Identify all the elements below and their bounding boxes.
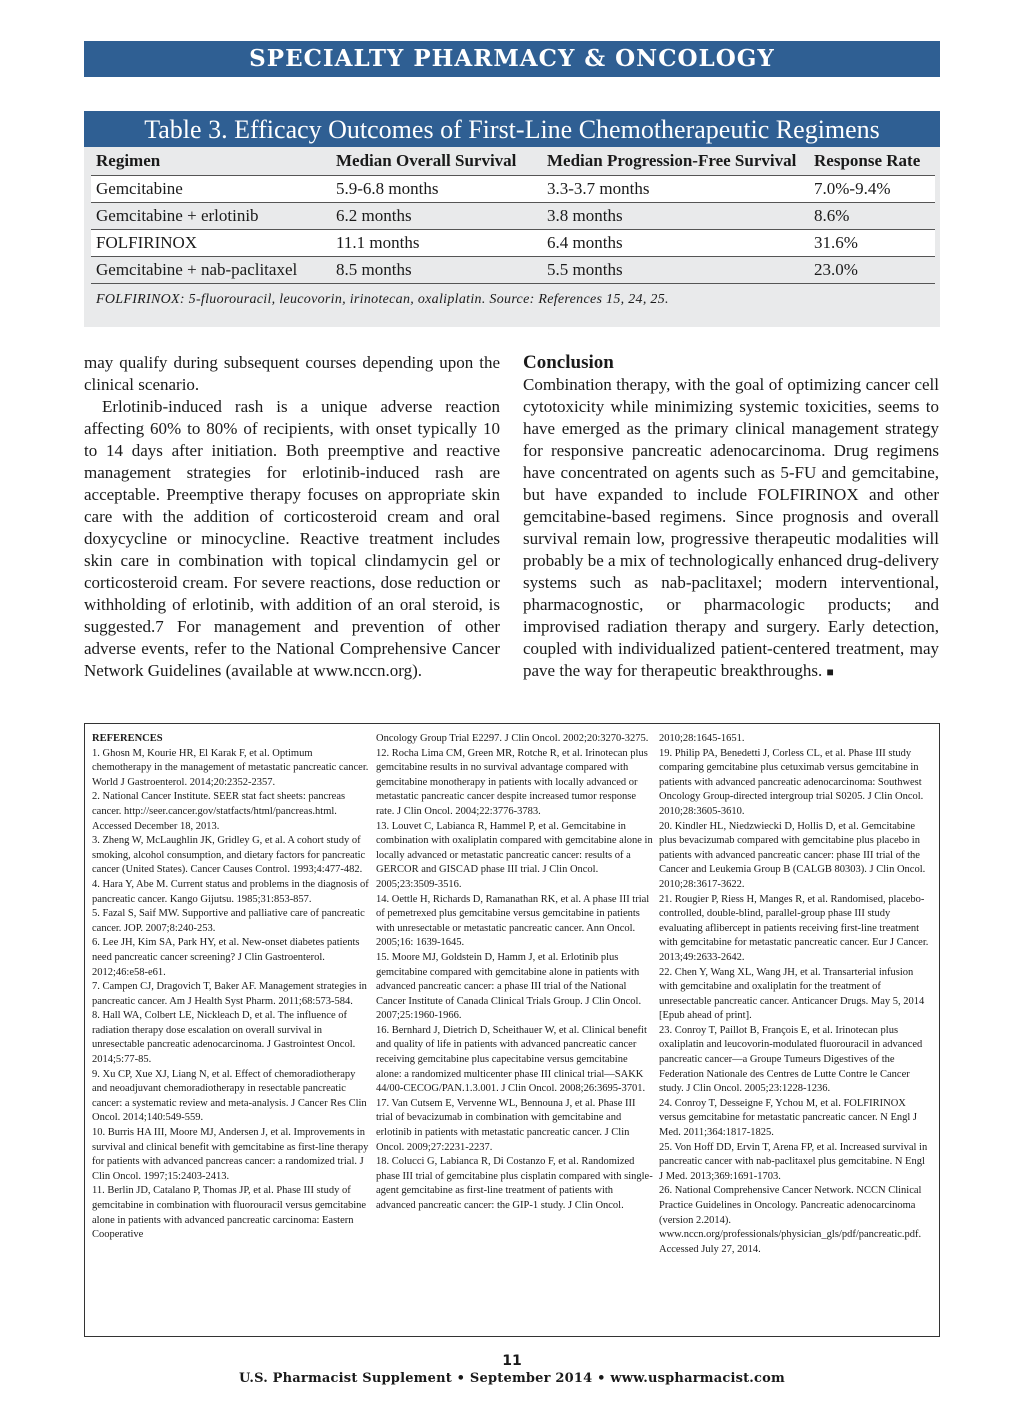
reference-entry: 24. Conroy T, Desseigne F, Ychou M, et al. FOLFIRINOX versus gemcitabine for metastatic pancreatic cancer. N Engl J Med. 2011;364:1817-1825. bbox=[659, 1097, 918, 1139]
page-number: 11 bbox=[502, 1353, 522, 1369]
reference-entry: 2010;28:1645-1651. bbox=[659, 733, 745, 744]
efficacy-table bbox=[91, 147, 935, 284]
table-row bbox=[91, 176, 935, 203]
references-column-1 bbox=[92, 732, 369, 1243]
references-column-3 bbox=[659, 732, 931, 1257]
efficacy-table-box bbox=[84, 111, 940, 327]
reference-entry: 2. National Cancer Institute. SEER stat fact sheets: pancreas cancer. http://seer.cancer.gov/statfacts/html/pancreas.html. Accessed December 18, 2013. bbox=[92, 791, 346, 832]
reference-entry: 12. Rocha Lima CM, Green MR, Rotche R, et al. Irinotecan plus gemcitabine results in no survival advantage compared with gemcitabine monotherapy in patients with locally advanced or metastatic pancreatic cancer despite increased tumor response rate. J Clin Oncol. 2004;22:3776-3783. bbox=[376, 747, 648, 817]
table-footnote: FOLFIRINOX: 5-fluorouracil, leucovorin, irinotecan, oxaliplatin. Source: References 15, 24, 25. bbox=[96, 292, 669, 307]
table-cell: 23.0% bbox=[809, 257, 935, 284]
table-header-cell: Median Progression-Free Survival bbox=[542, 147, 809, 176]
table-cell: 8.6% bbox=[809, 203, 935, 230]
reference-entry: 20. Kindler HL, Niedzwiecki D, Hollis D, et al. Gemcitabine plus bevacizumab compared with gemcitabine plus placebo in patients with advanced pancreatic cancer: phase III trial of the Cancer and Leukemia Group B (CALGB 80303). J Clin Oncol. 2010;28:3617-3622. bbox=[659, 820, 926, 890]
reference-entry: 9. Xu CP, Xue XJ, Liang N, et al. Effect of chemoradiotherapy and neoadjuvant chemoradiotherapy in resectable pancreatic cancer: a systematic review and meta-analysis. J Cancer Res Clin Oncol. 2014;140:549-559. bbox=[92, 1068, 367, 1124]
reference-entry: 11. Berlin JD, Catalano P, Thomas JP, et al. Phase III study of gemcitabine in combination with fluorouracil versus gemcitabine alone in patients with advanced pancreatic carcinoma: Eastern Cooperative bbox=[92, 1185, 367, 1241]
reference-entry: 7. Campen CJ, Dragovich T, Baker AF. Management strategies in pancreatic cancer. Am J Health Syst Pharm. 2011;68:573-584. bbox=[92, 981, 367, 1007]
reference-entry: 22. Chen Y, Wang XL, Wang JH, et al. Transarterial infusion with gemcitabine and oxaliplatin for the treatment of unresectable pancreatic cancer. Anticancer Drugs. May 5, 2014 [Epub ahead of print]. bbox=[659, 966, 925, 1022]
table-title: Table 3. Efficacy Outcomes of First-Line Chemotherapeutic Regimens bbox=[84, 111, 940, 147]
reference-entry: 18. Colucci G, Labianca R, Di Costanzo F, et al. Randomized phase III trial of gemcitabine plus cisplatin compared with single-agent gemcitabine as first-line treatment of patients with advanced pancreatic cancer: the GIP-1 study. J Clin Oncol. bbox=[376, 1156, 653, 1211]
reference-entry: 26. National Comprehensive Cancer Network. NCCN Clinical Practice Guidelines in Oncology. Pancreatic adenocarcinoma (version 2.2014). www.nccn.org/professionals/physician_gls/pdf/pancreatic.pdf. Accessed July 27, 2014. bbox=[659, 1185, 922, 1255]
references-heading: REFERENCES bbox=[92, 733, 163, 744]
reference-entry: 14. Oettle H, Richards D, Ramanathan RK, et al. A phase III trial of pemetrexed plus gemcitabine versus gemcitabine in patients with unresectable or metastatic pancreatic cancer. Ann Oncol. 2005;16: 1639-1645. bbox=[376, 893, 650, 949]
table-cell: 5.5 months bbox=[542, 257, 809, 284]
reference-entry: 3. Zheng W, McLaughlin JK, Gridley G, et al. A cohort study of smoking, alcohol consumption, and dietary factors for pancreatic cancer (United States). Cancer Causes Control. 1993;4:477-482. bbox=[92, 835, 366, 876]
reference-entry: 10. Burris HA III, Moore MJ, Andersen J, et al. Improvements in survival and clinical benefit with gemcitabine as first-line therapy for patients with advanced pancreas cancer: a randomized trial. J Clin Oncol. 1997;15:2403-2413. bbox=[92, 1127, 369, 1182]
conclusion-paragraph bbox=[523, 374, 939, 683]
table-header-cell: Median Overall Survival bbox=[331, 147, 542, 176]
reference-entry: 8. Hall WA, Colbert LE, Nickleach D, et al. The influence of radiation therapy dose escalation on overall survival in unresectable pancreatic adenocarcinoma. J Gastrointest Oncol. 2014;5:77-85. bbox=[92, 1010, 356, 1066]
end-mark-icon: ■ bbox=[826, 665, 834, 679]
reference-entry: 5. Fazal S, Saif MW. Supportive and palliative care of pancreatic cancer. JOP. 2007;8:240-253. bbox=[92, 908, 365, 934]
section-banner: SPECIALTY PHARMACY & ONCOLOGY bbox=[84, 41, 940, 77]
table-cell: 5.9-6.8 months bbox=[331, 176, 542, 203]
footer-line: U.S. Pharmacist Supplement • September 2014 • www.uspharmacist.com bbox=[239, 1371, 785, 1386]
table-cell: Gemcitabine bbox=[91, 176, 331, 203]
table-row bbox=[91, 230, 935, 257]
table-row bbox=[91, 257, 935, 284]
table-header-cell: Regimen bbox=[91, 147, 331, 176]
reference-entry: 19. Philip PA, Benedetti J, Corless CL, et al. Phase III study comparing gemcitabine plus cetuximab versus gemcitabine in patients with advanced pancreatic adenocarcinoma: Southwest Oncology Group-directed intergroup trial S0205. J Clin Oncol. 2010;28:3605-3610. bbox=[659, 747, 924, 817]
table-header-cell: Response Rate bbox=[809, 147, 935, 176]
table-cell: Gemcitabine + erlotinib bbox=[91, 203, 331, 230]
table-cell: Gemcitabine + nab-paclitaxel bbox=[91, 257, 331, 284]
reference-entry: 16. Bernhard J, Dietrich D, Scheithauer W, et al. Clinical benefit and quality of life in patients with advanced pancreatic cancer receiving gemcitabine plus capecitabine versus gemcitabine alone: a randomized multicenter phase III clinical trial—SAKK 44/00-CECOG/PAN.1.3.001. J Clin Oncol. 2008;26:3695-3701. bbox=[376, 1024, 647, 1095]
table-cell: 3.3-3.7 months bbox=[542, 176, 809, 203]
reference-entry: Oncology Group Trial E2297. J Clin Oncol. 2002;20:3270-3275. bbox=[376, 733, 649, 744]
table-row bbox=[91, 203, 935, 230]
reference-entry: 4. Hara Y, Abe M. Current status and problems in the diagnosis of pancreatic cancer. Kango Gijutsu. 1985;31:853-857. bbox=[92, 878, 369, 905]
body-column-left bbox=[84, 352, 500, 682]
references-column-2 bbox=[376, 732, 653, 1214]
table-cell: 6.4 months bbox=[542, 230, 809, 257]
reference-entry: 21. Rougier P, Riess H, Manges R, et al. Randomised, placebo-controlled, double-blind, parallel-group phase III study evaluating aflibercept in patients receiving first-line treatment with gemcitabine for metastatic pancreatic cancer. Eur J Cancer. 2013;49:2633-2642. bbox=[659, 893, 929, 963]
table-cell: 8.5 months bbox=[331, 257, 542, 284]
conclusion-text: Combination therapy, with the goal of optimizing cancer cell cytotoxicity while minimizing systemic toxicities, seems to have emerged as the primary clinical management strategy for responsive pancreatic adenocarcinoma. Drug regimens have concentrated on agents such as 5-FU and gemcitabine, but have expanded to include FOLFIRINOX and other gemcitabine-based regimens. Since prognosis and overall survival remain low, progressive therapeutic modalities will probably be a mix of technologically enhanced drug-delivery systems such as nab-paclitaxel; modern interventional, pharmacognostic, or pharmacologic products; and improvised radiation therapy and surgery. Early detection, coupled with individualized patient-centered treatment, may pave the way for therapeutic breakthroughs. bbox=[523, 375, 939, 680]
reference-entry: 13. Louvet C, Labianca R, Hammel P, et al. Gemcitabine in combination with oxaliplatin compared with gemcitabine alone in locally advanced or metastatic pancreatic cancer: results of a GERCOR and GISCAD phase III trial. J Clin Oncol. 2005;23:3509-3516. bbox=[376, 820, 653, 890]
table-cell: 31.6% bbox=[809, 230, 935, 257]
reference-entry: 1. Ghosn M, Kourie HR, El Karak F, et al. Optimum chemotherapy in the management of metastatic pancreatic cancer. World J Gastroenterol. 2014;20:2352-2357. bbox=[92, 747, 369, 788]
conclusion-heading: Conclusion bbox=[523, 352, 614, 373]
table-cell: 11.1 months bbox=[331, 230, 542, 257]
references-box bbox=[84, 723, 940, 1337]
body-column-right bbox=[523, 352, 939, 683]
body-paragraph: Erlotinib-induced rash is a unique adverse reaction affecting 60% to 80% of recipients, with onset typically 10 to 14 days after initiation. Both preemptive and reactive management strategies for erlotinib-induced rash are acceptable. Preemptive therapy focuses on appropriate skin care with the addition of corticosteroid cream and oral doxycycline or minocycline. Reactive treatment includes skin care in combination with topical clindamycin gel or corticosteroid cream. For severe reactions, dose reduction or withholding of erlotinib, with addition of an oral steroid, is suggested.7 For management and prevention of other adverse events, refer to the National Comprehensive Cancer Network Guidelines (available at www.nccn.org). bbox=[84, 397, 500, 680]
table-cell: 7.0%-9.4% bbox=[809, 176, 935, 203]
reference-entry: 6. Lee JH, Kim SA, Park HY, et al. New-onset diabetes patients need pancreatic cancer screening? J Clin Gastroenterol. 2012;46:e58-e61. bbox=[92, 937, 360, 978]
reference-entry: 25. Von Hoff DD, Ervin T, Arena FP, et al. Increased survival in pancreatic cancer with nab-paclitaxel plus gemcitabine. N Engl J Med. 2013;369:1691-1703. bbox=[659, 1141, 928, 1182]
body-paragraph: may qualify during subsequent courses depending upon the clinical scenario. bbox=[84, 353, 500, 394]
reference-entry: 23. Conroy T, Paillot B, François E, et al. Irinotecan plus oxaliplatin and leucovorin-modulated fluorouracil in advanced pancreatic cancer—a Groupe Tumeurs Digestives of the Federation Nationale des Centres de Lutte Contre le Cancer study. J Clin Oncol. 2005;23:1228-1236. bbox=[659, 1024, 923, 1095]
reference-entry: 15. Moore MJ, Goldstein D, Hamm J, et al. Erlotinib plus gemcitabine compared with gemcitabine alone in patients with advanced pancreatic cancer: a phase III trial of the National Cancer Institute of Canada Clinical Trials Group. J Clin Oncol. 2007;25:1960-1966. bbox=[376, 951, 642, 1022]
table-cell: FOLFIRINOX bbox=[91, 230, 331, 257]
reference-entry: 17. Van Cutsem E, Vervenne WL, Bennouna J, et al. Phase III trial of bevacizumab in combination with gemcitabine and erlotinib in patients with metastatic pancreatic cancer. J Clin Oncol. 2009;27:2231-2237. bbox=[376, 1097, 636, 1153]
table-cell: 3.8 months bbox=[542, 203, 809, 230]
table-cell: 6.2 months bbox=[331, 203, 542, 230]
table-header-row bbox=[91, 147, 935, 176]
